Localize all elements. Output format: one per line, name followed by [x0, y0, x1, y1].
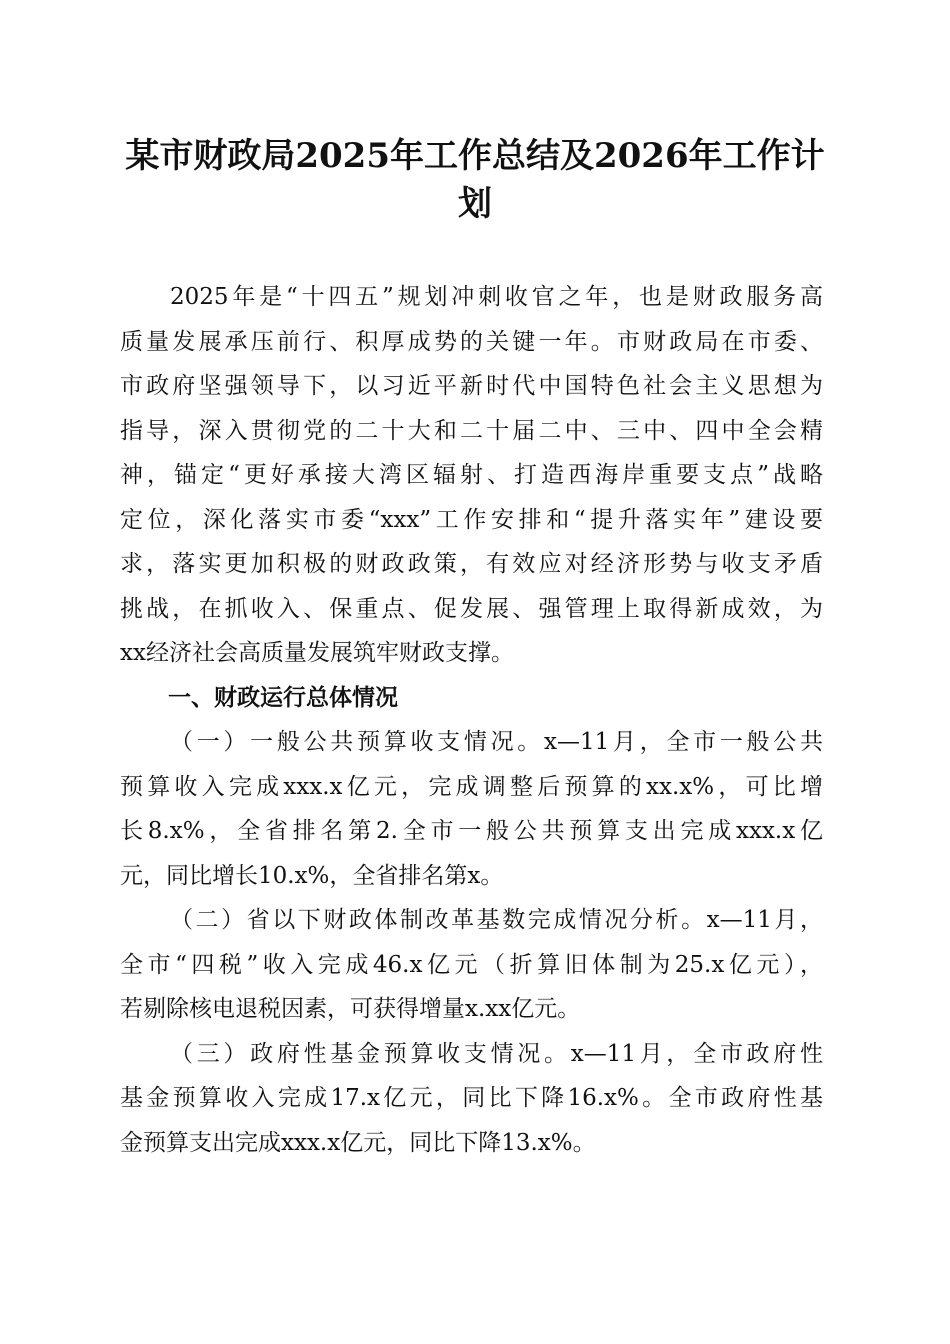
text-line: 指导，深入贯彻党的二十大和二十届二中、三中、四中全会精: [120, 417, 823, 444]
subsection-fiscal-reform: [120, 898, 823, 1032]
text-line: （一）一般公共预算收支情况。x—11月，全市一般公共: [170, 729, 823, 755]
title-line: 某市财政局2025年工作总结及2026年工作计: [125, 136, 825, 176]
section-heading: 一、财政运行总体情况: [168, 684, 398, 711]
document-body: [120, 275, 823, 1165]
text-line: 若剔除核电退税因素，可获得增量x.xx亿元。: [120, 996, 581, 1022]
text-line: 基金预算收入完成17.x亿元，同比下降16.x%。全市政府性基: [120, 1085, 823, 1111]
document-title: [100, 132, 850, 228]
subsection-general-budget: [120, 720, 823, 898]
text-line: xx经济社会高质量发展筑牢财政支撑。: [120, 640, 514, 666]
subsection-government-fund: [120, 1032, 823, 1166]
text-line: 市政府坚强领导下，以习近平新时代中国特色社会主义思想为: [120, 373, 823, 399]
text-line: 2025年是“十四五”规划冲刺收官之年，也是财政服务高: [170, 284, 823, 310]
text-line: 求，落实更加积极的财政政策，有效应对经济形势与收支矛盾: [120, 551, 823, 577]
text-line: 金预算支出完成xxx.x亿元，同比下降13.x%。: [120, 1129, 596, 1156]
text-line: （二）省以下财政体制改革基数完成情况分析。x—11月，: [170, 907, 823, 933]
text-line: 神，锚定“更好承接大湾区辐射、打造西海岸重要支点”战略: [120, 462, 823, 488]
title-line: 划: [458, 184, 492, 224]
text-line: 定位，深化落实市委“xxx”工作安排和“提升落实年”建设要: [120, 506, 823, 533]
text-line: 挑战，在抓收入、保重点、促发展、强管理上取得新成效，为: [120, 595, 823, 622]
text-line: 长8.x%，全省排名第2.全市一般公共预算支出完成xxx.x亿: [120, 818, 823, 844]
text-line: （三）政府性基金预算收支情况。x—11月，全市政府性: [170, 1040, 823, 1067]
text-line: 元，同比增长10.x%，全省排名第x。: [120, 862, 504, 889]
intro-paragraph: [120, 275, 823, 676]
text-line: 预算收入完成xxx.x亿元，完成调整后预算的xx.x%，可比增: [120, 773, 823, 800]
text-line: 质量发展承压前行、积厚成势的关键一年。市财政局在市委、: [120, 328, 823, 355]
text-line: 全市“四税”收入完成46.x亿元（折算旧体制为25.x亿元），: [120, 951, 823, 978]
